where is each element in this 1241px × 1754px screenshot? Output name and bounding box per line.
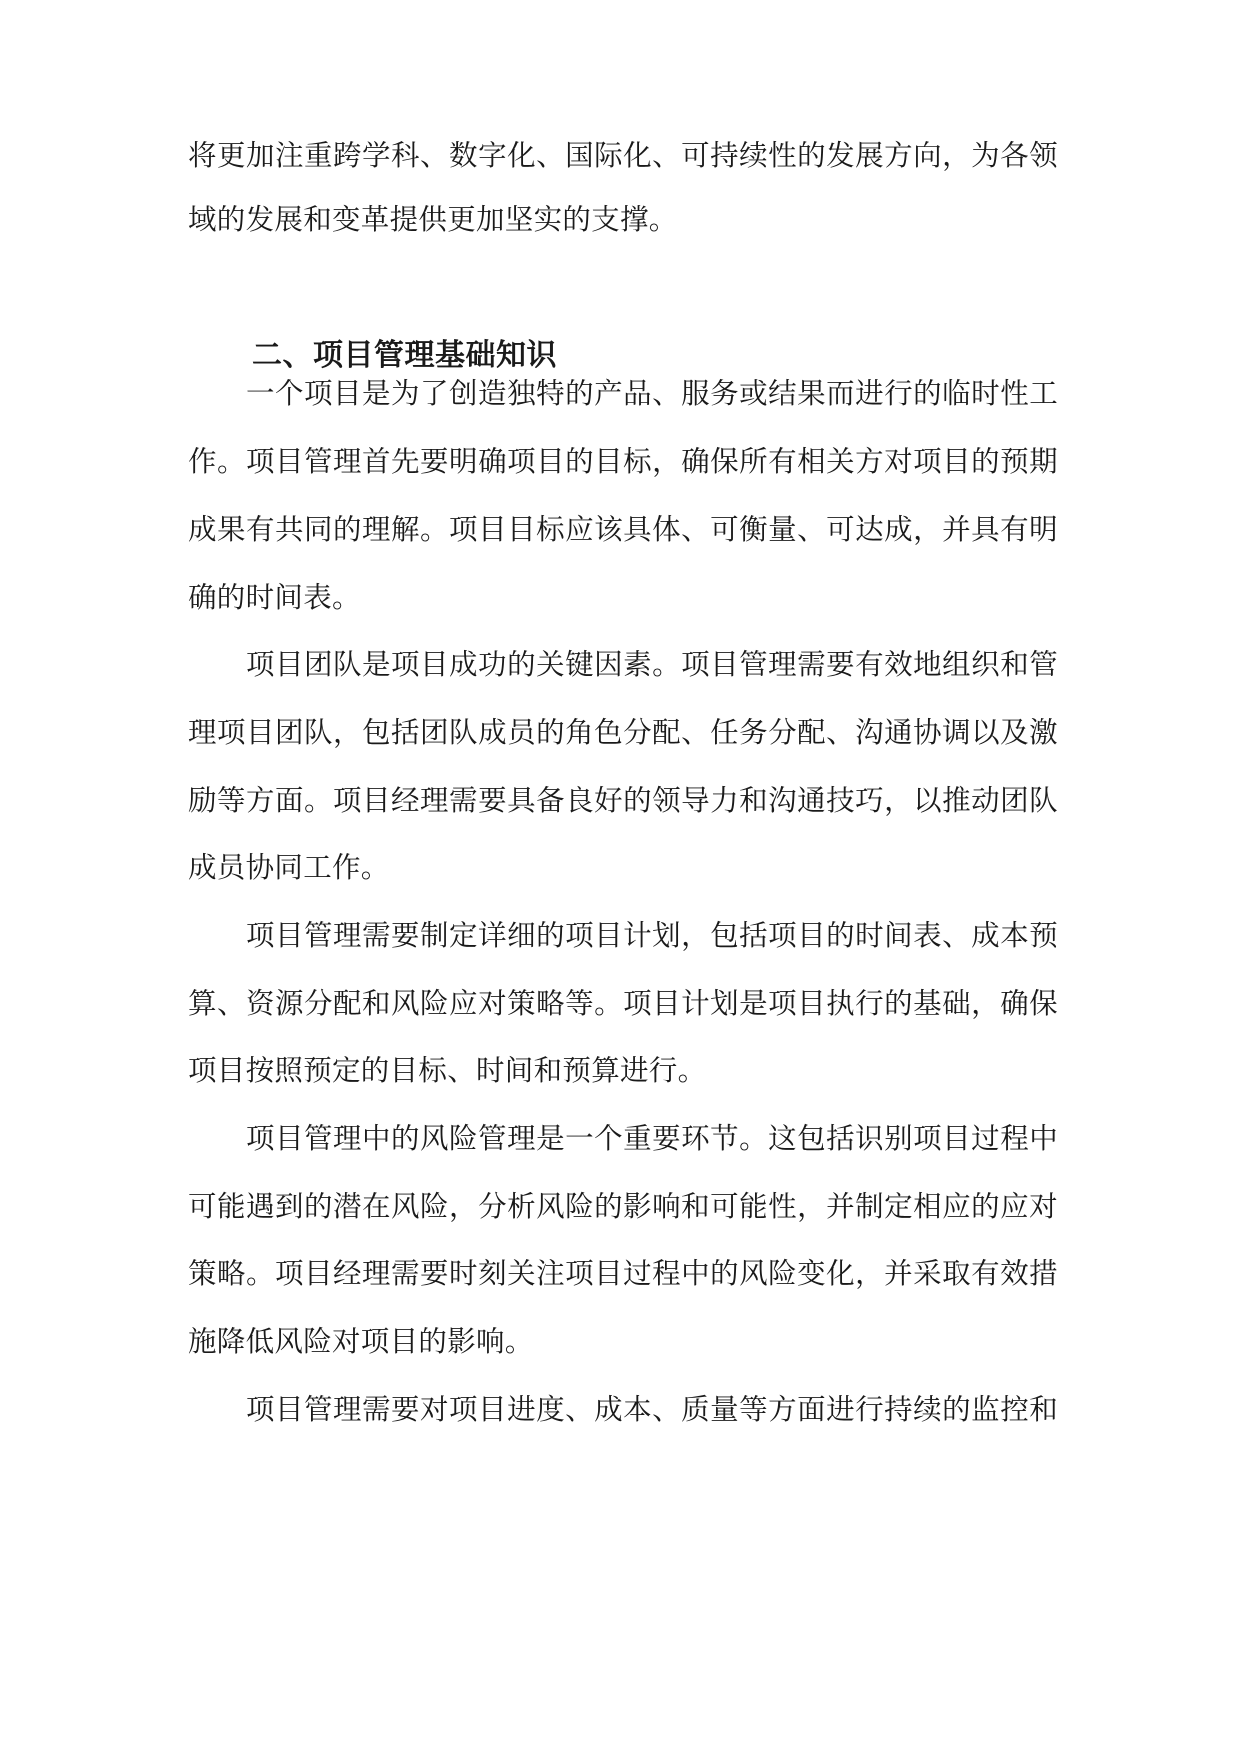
paragraph-line: 算、资源分配和风险应对策略等。项目计划是项目执行的基础，确保 xyxy=(188,987,1058,1020)
section-heading: 二、项目管理基础知识 xyxy=(252,338,557,373)
paragraph-line: 项目管理中的风险管理是一个重要环节。这包括识别项目过程中 xyxy=(246,1122,1058,1155)
paragraph-line: 成员协同工作。 xyxy=(188,851,390,884)
intro-line: 域的发展和变革提供更加坚实的支撑。 xyxy=(188,203,678,236)
paragraph-line: 理项目团队，包括团队成员的角色分配、任务分配、沟通协调以及激 xyxy=(188,716,1058,749)
paragraph-line: 励等方面。项目经理需要具备良好的领导力和沟通技巧，以推动团队 xyxy=(188,784,1058,817)
paragraph-line: 项目管理需要对项目进度、成本、质量等方面进行持续的监控和 xyxy=(246,1393,1058,1426)
paragraph-line: 策略。项目经理需要时刻关注项目过程中的风险变化，并采取有效措 xyxy=(188,1257,1058,1290)
paragraph-line: 确的时间表。 xyxy=(188,581,361,614)
paragraph-line: 成果有共同的理解。项目目标应该具体、可衡量、可达成，并具有明 xyxy=(188,513,1058,546)
paragraph-line: 项目团队是项目成功的关键因素。项目管理需要有效地组织和管 xyxy=(246,648,1058,681)
paragraph-line: 施降低风险对项目的影响。 xyxy=(188,1325,534,1358)
intro-line: 将更加注重跨学科、数字化、国际化、可持续性的发展方向，为各领 xyxy=(188,139,1058,172)
paragraph-line: 项目按照预定的目标、时间和预算进行。 xyxy=(188,1054,707,1087)
paragraph-line: 可能遇到的潜在风险，分析风险的影响和可能性，并制定相应的应对 xyxy=(188,1190,1058,1223)
paragraph-line: 作。项目管理首先要明确项目的目标，确保所有相关方对项目的预期 xyxy=(188,445,1058,478)
paragraph-line: 项目管理需要制定详细的项目计划，包括项目的时间表、成本预 xyxy=(246,919,1058,952)
paragraph-line: 一个项目是为了创造独特的产品、服务或结果而进行的临时性工 xyxy=(246,377,1058,410)
